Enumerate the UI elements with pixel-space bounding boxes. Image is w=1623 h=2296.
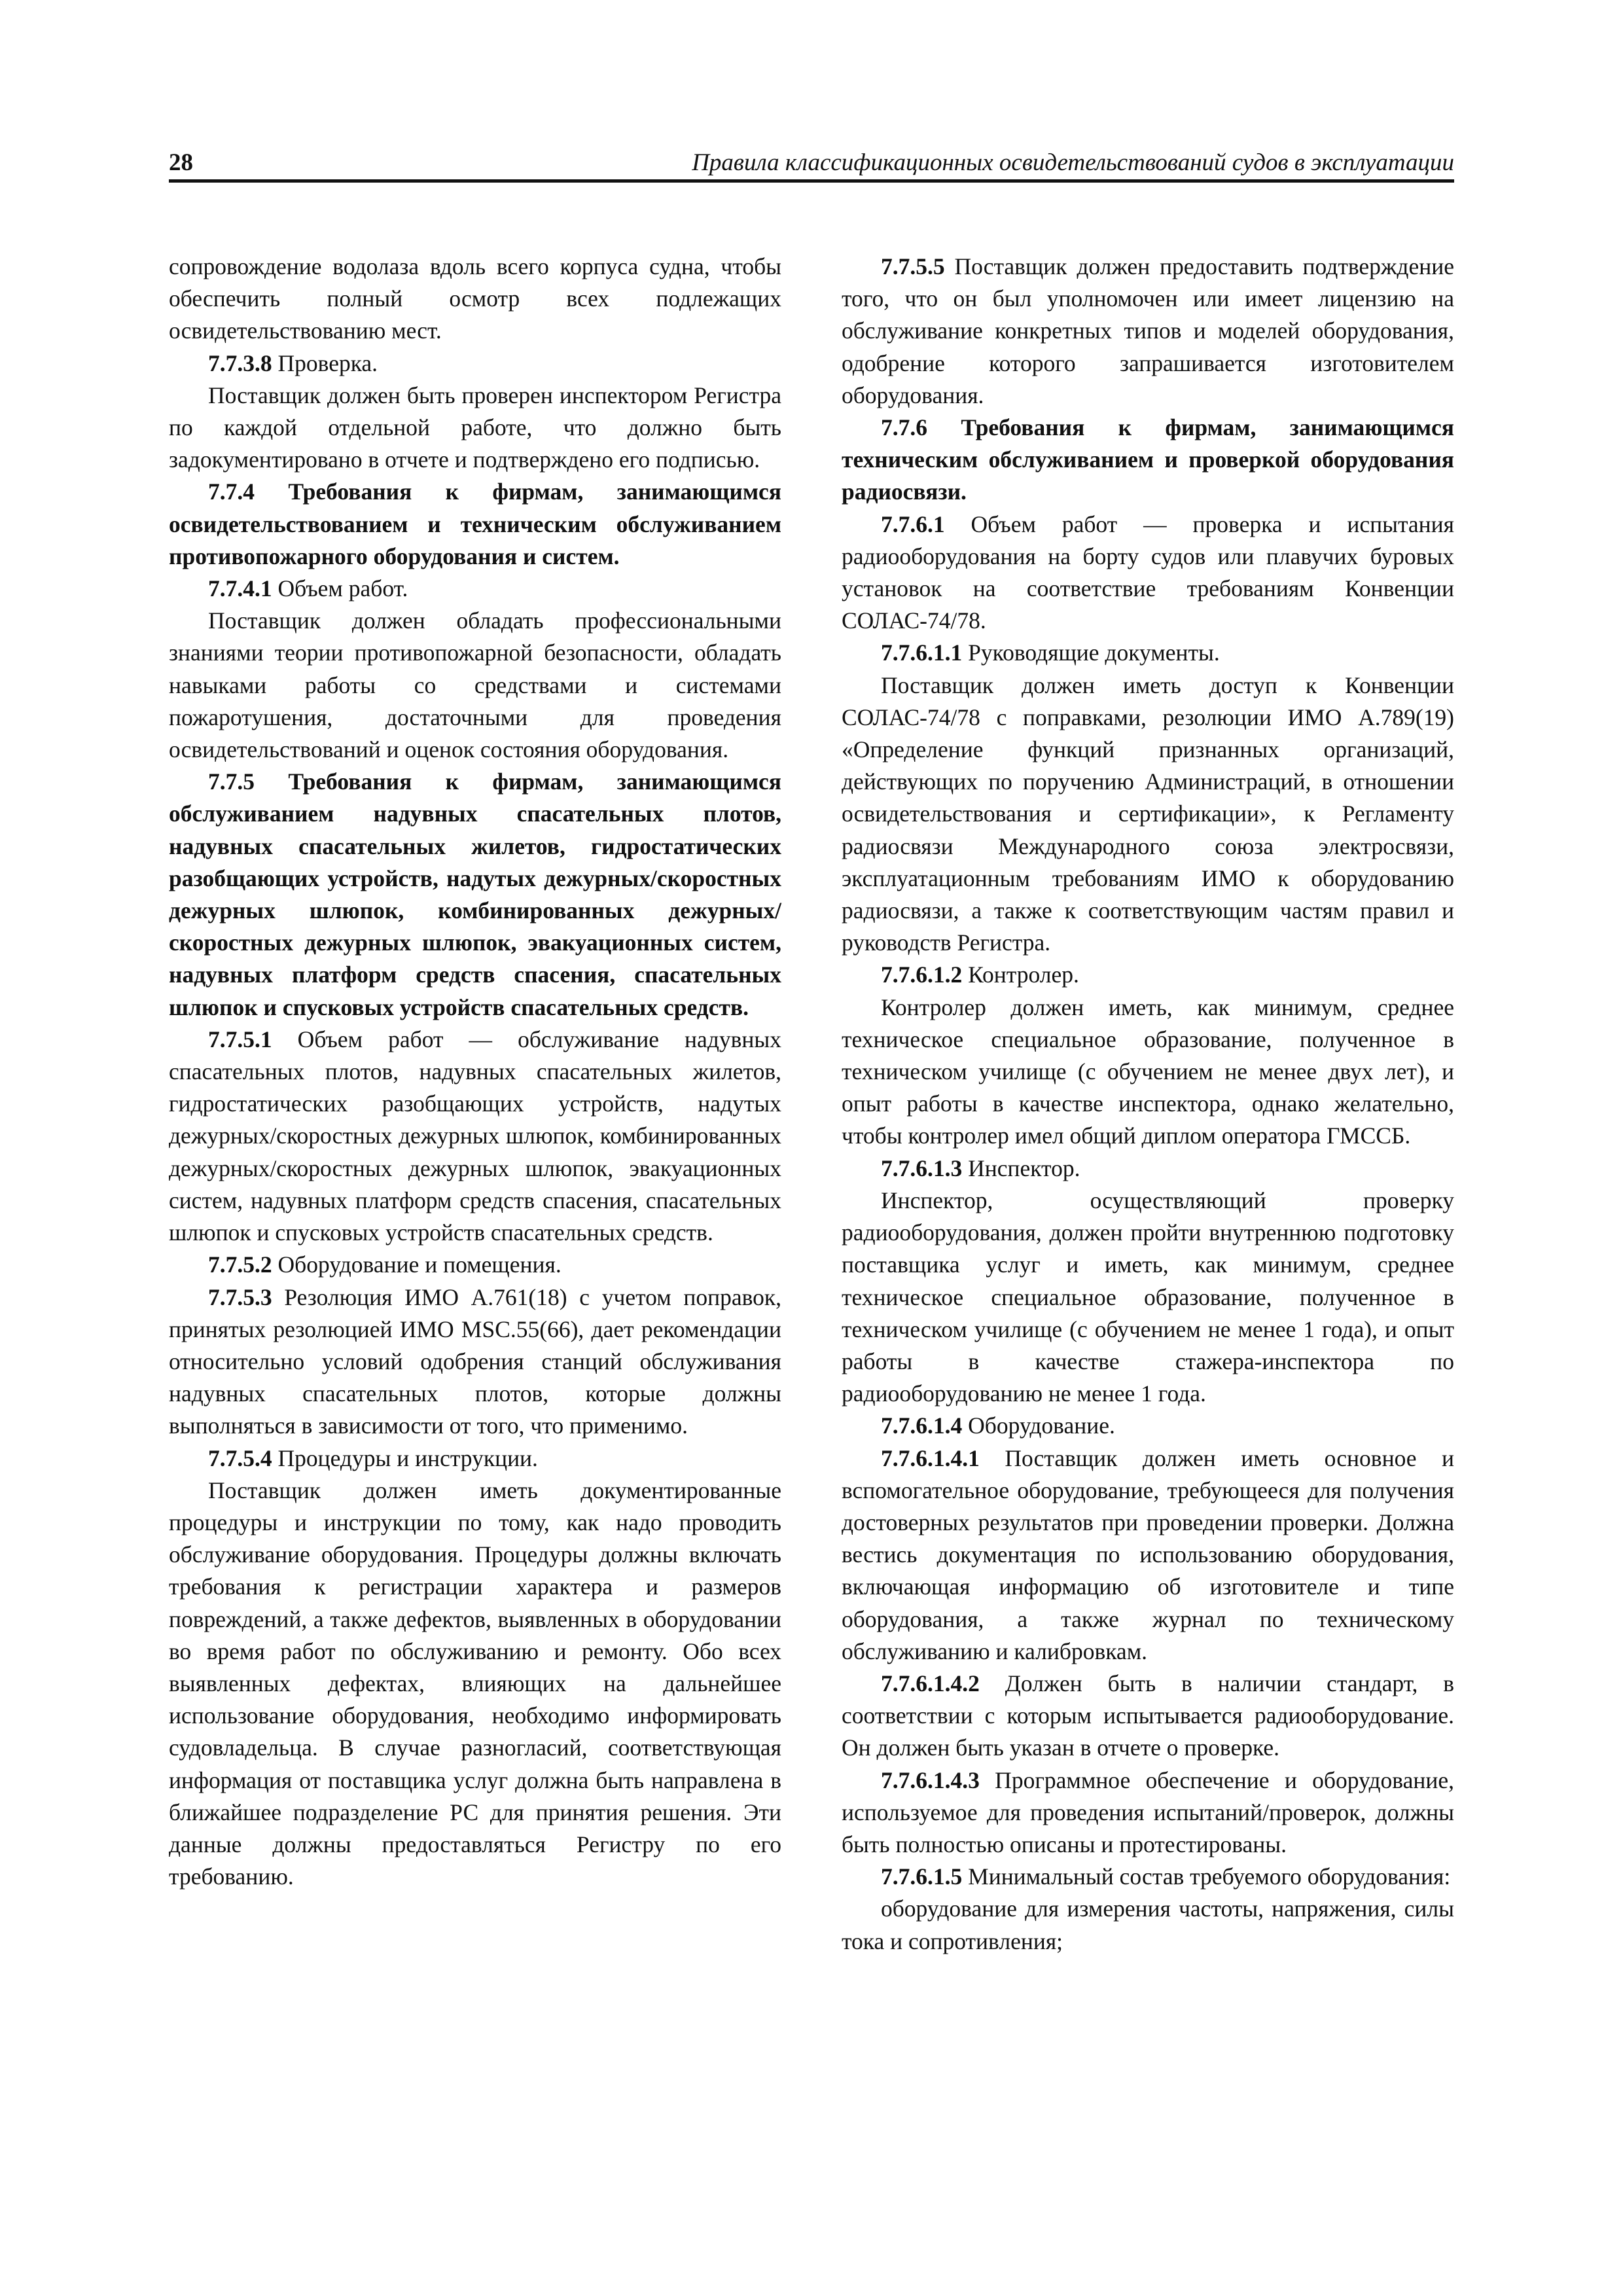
section-heading bbox=[169, 766, 781, 1024]
clause-number: 7.7.4.1 bbox=[208, 575, 272, 602]
clause-number: 7.7.5.2 bbox=[208, 1251, 272, 1278]
numbered-clause bbox=[169, 573, 781, 605]
numbered-clause bbox=[169, 1443, 781, 1475]
clause-number: 7.7.5.3 bbox=[208, 1283, 272, 1310]
clause-number: 7.7.6.1.3 bbox=[881, 1155, 963, 1181]
clause-number: 7.7.5.5 bbox=[881, 253, 945, 279]
clause-text: Минимальный состав требуемого оборудования: bbox=[962, 1863, 1451, 1890]
clause-number: 7.7.6.1.1 bbox=[881, 639, 963, 666]
paragraph bbox=[169, 1475, 781, 1893]
paragraph bbox=[842, 670, 1454, 960]
numbered-clause bbox=[842, 1410, 1454, 1442]
clause-number: 7.7.6.1.4.2 bbox=[881, 1670, 980, 1696]
clause-text: Должен быть в наличии стандарт, в соответствии с которым испытывается радиооборудование. Он должен быть указан в отчете о проверке. bbox=[842, 1670, 1454, 1761]
numbered-clause bbox=[842, 1861, 1454, 1893]
clause-text: Поставщик должен иметь доступ к Конвенции СОЛАС-74/78 с поправками, резолюции ИМО А.789(19) «Определение функций признанных организаций, действующих по поручению Администраций, в отношении освидетельствования и сертификации», к Регламенту радиосвязи Международного союза электросвязи, эксплуатационным требованиям ИМО к оборудованию радиосвязи, а также к соответствующим частям правил и руководств Регистра. bbox=[842, 672, 1454, 956]
clause-text: Объем работ. bbox=[272, 575, 408, 602]
numbered-clause bbox=[169, 1024, 781, 1249]
clause-text: оборудование для измерения частоты, напряжения, силы тока и сопротивления; bbox=[842, 1895, 1454, 1954]
clause-text: Требования к фирмам, занимающимся обслуживанием надувных спасательных плотов, надувных спасательных жилетов, гидростатических разобщающих устройств, надутых дежурных/скоростных дежурных шлюпок, комбинированных дежурных/скоростных дежурных шлюпок, эвакуационных систем, надувных платформ средств спасения, спасательных шлюпок и спусковых устройств спасательных средств. bbox=[169, 768, 781, 1020]
clause-text: Поставщик должен обладать профессиональными знаниями теории противопожарной безопасности, обладать навыками работы со средствами и системами пожаротушения, достаточными для проведения освидетельствований и оценок состояния оборудования. bbox=[169, 607, 781, 763]
clause-number: 7.7.6.1.5 bbox=[881, 1863, 963, 1890]
clause-text: Программное обеспечение и оборудование, используемое для проведения испытаний/проверок, должны быть полностью описаны и протестированы. bbox=[842, 1767, 1454, 1857]
numbered-clause bbox=[842, 251, 1454, 412]
clause-text: Поставщик должен предоставить подтверждение того, что он был уполномочен или имеет лицензию на обслуживание конкретных типов и моделей оборудования, одобрение которого запрашивается изготовителем оборудования. bbox=[842, 253, 1454, 408]
clause-number: 7.7.5 bbox=[208, 768, 255, 795]
paragraph bbox=[169, 380, 781, 476]
clause-text: Требования к фирмам, занимающимся освидетельствованием и техническим обслуживанием противопожарного оборудования и систем. bbox=[169, 478, 781, 569]
clause-number: 7.7.6 bbox=[881, 414, 927, 441]
numbered-clause bbox=[842, 959, 1454, 991]
numbered-clause bbox=[842, 1153, 1454, 1185]
numbered-clause bbox=[842, 1765, 1454, 1861]
clause-number: 7.7.6.1.4.1 bbox=[881, 1444, 980, 1471]
clause-text: Процедуры и инструкции. bbox=[272, 1444, 538, 1471]
paragraph bbox=[842, 1893, 1454, 1957]
clause-text: Объем работ — проверка и испытания радиооборудования на борту судов или плавучих буровых установок на соответствие требованиям Конвенции СОЛАС-74/78. bbox=[842, 511, 1454, 634]
clause-text: Оборудование и помещения. bbox=[272, 1251, 562, 1278]
numbered-clause bbox=[842, 637, 1454, 669]
clause-text: Поставщик должен быть проверен инспектором Регистра по каждой отдельной работе, что должно быть задокументировано в отчете и подтверждено его подписью. bbox=[169, 382, 781, 473]
clause-text: Проверка. bbox=[272, 350, 378, 376]
right-column bbox=[842, 251, 1454, 1958]
clause-text: Инспектор. bbox=[962, 1155, 1080, 1181]
page-header bbox=[169, 143, 1454, 183]
numbered-clause bbox=[842, 1668, 1454, 1765]
numbered-clause bbox=[842, 1443, 1454, 1668]
paragraph bbox=[842, 1185, 1454, 1410]
section-heading bbox=[842, 412, 1454, 509]
clause-text: Контролер должен иметь, как минимум, среднее техническое специальное образование, полученное в техническом училище (с обучением не менее двух лет), и опыт работы в качестве инспектора, однако желательно, чтобы контролер имел общий диплом оператора ГМССБ. bbox=[842, 994, 1454, 1149]
clause-number: 7.7.3.8 bbox=[208, 350, 272, 376]
numbered-clause bbox=[842, 509, 1454, 637]
left-column bbox=[169, 251, 781, 1893]
paragraph bbox=[842, 992, 1454, 1153]
clause-number: 7.7.6.1.4.3 bbox=[881, 1767, 980, 1793]
clause-text: Инспектор, осуществляющий проверку радиооборудования, должен пройти внутреннюю подготовку поставщика услуг и иметь, как минимум, среднее техническое специальное образование, полученное в техническом училище (с обучением не менее 1 года), и опыт работы в качестве стажера-инспектора по радиооборудованию не менее 1 года. bbox=[842, 1187, 1454, 1407]
clause-text: Требования к фирмам, занимающимся техническим обслуживанием и проверкой оборудования радиосвязи. bbox=[842, 414, 1454, 505]
clause-text: Контролер. bbox=[962, 961, 1079, 988]
clause-text: Резолюция ИМО А.761(18) с учетом поправок, принятых резолюцией ИМО MSC.55(66), дает рекомендации относительно условий одобрения станций обслуживания надувных спасательных плотов, которые должны выполняться в зависимости от того, что применимо. bbox=[169, 1283, 781, 1439]
clause-number: 7.7.5.4 bbox=[208, 1444, 272, 1471]
paragraph-continuation bbox=[169, 251, 781, 348]
clause-number: 7.7.5.1 bbox=[208, 1026, 272, 1052]
section-heading bbox=[169, 476, 781, 573]
clause-number: 7.7.6.1 bbox=[881, 511, 945, 537]
clause-text: Руководящие документы. bbox=[962, 639, 1220, 666]
numbered-clause bbox=[169, 348, 781, 380]
page-number: 28 bbox=[169, 149, 193, 176]
clause-number: 7.7.6.1.4 bbox=[881, 1412, 963, 1439]
running-title: Правила классификационных освидетельствований судов в эксплуатации bbox=[692, 149, 1454, 176]
clause-text: Оборудование. bbox=[962, 1412, 1115, 1439]
clause-number: 7.7.4 bbox=[208, 478, 255, 505]
clause-text: Поставщик должен иметь основное и вспомогательное оборудование, требующееся для получения достоверных результатов при проведении проверки. Должна вестись документация по использованию оборудования, включающая информацию об изготовителе и типе оборудования, а также журнал по техническому обслуживанию и калибровкам. bbox=[842, 1444, 1454, 1664]
clause-text: Объем работ — обслуживание надувных спасательных плотов, надувных спасательных жилетов, гидростатических разобщающих устройств, надутых дежурных/скоростных дежурных шлюпок, комбинированных дежурных/скоростных дежурных шлюпок, эвакуационных систем, надувных платформ средств спасения, спасательных шлюпок и спусковых устройств спасательных средств. bbox=[169, 1026, 781, 1246]
paragraph bbox=[169, 605, 781, 766]
numbered-clause bbox=[169, 1249, 781, 1281]
clause-text: Поставщик должен иметь документированные процедуры и инструкции по тому, как надо проводить обслуживание оборудования. Процедуры должны включать требования к регистрации характера и размеров повреждений, а также дефектов, выявленных в оборудовании во время работ по обслуживанию и ремонту. Обо всех выявленных дефектах, влияющих на дальнейшее использование оборудования, необходимо информировать судовладельца. В случае разногласий, соответствующая информация от поставщика услуг должна быть направлена в ближайшее подразделение РС для принятия решения. Эти данные должны предоставляться Регистру по его требованию. bbox=[169, 1477, 781, 1890]
clause-text: сопровождение водолаза вдоль всего корпуса судна, чтобы обеспечить полный осмотр всех подлежащих освидетельствованию мест. bbox=[169, 253, 781, 344]
clause-number: 7.7.6.1.2 bbox=[881, 961, 963, 988]
numbered-clause bbox=[169, 1282, 781, 1443]
